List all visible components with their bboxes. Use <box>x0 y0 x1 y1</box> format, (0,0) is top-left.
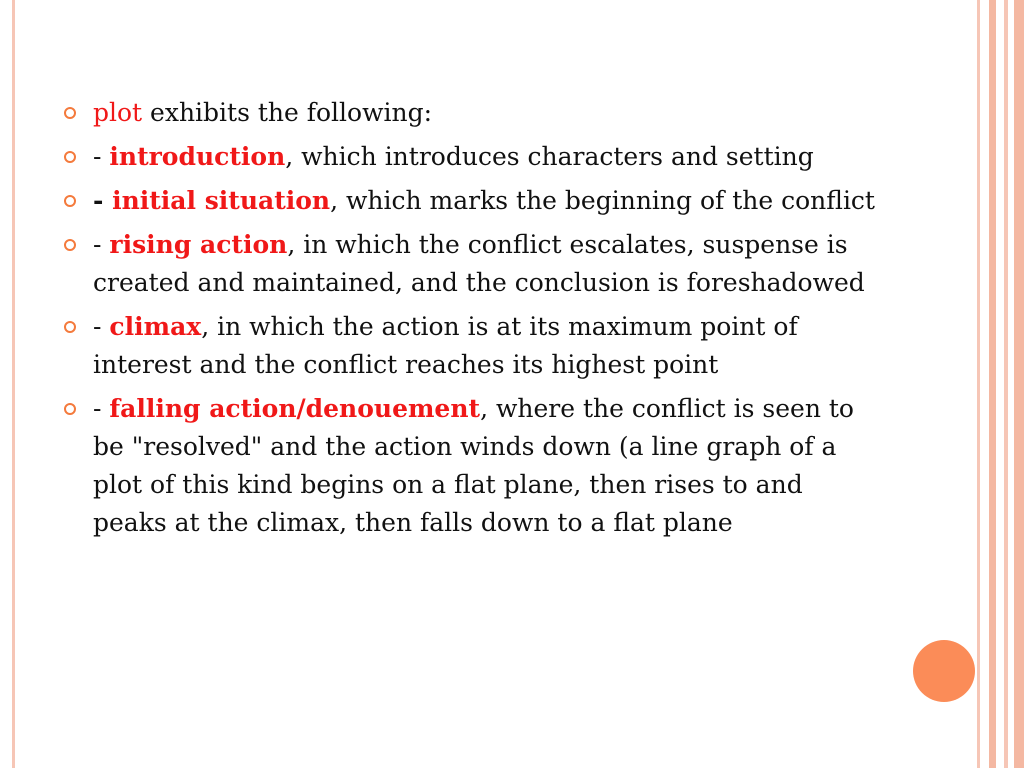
bullet-prefix: - <box>93 142 110 171</box>
bullet-ring-icon <box>64 151 76 163</box>
bullet-ring-icon <box>64 403 76 415</box>
bullet-text: , which introduces characters and setting <box>285 142 814 171</box>
bullet-item-falling-action <box>64 390 884 542</box>
right-stripe <box>989 0 996 768</box>
bullet-ring-icon <box>64 321 76 333</box>
bullet-ring-icon <box>64 107 76 119</box>
bullet-term: rising action <box>109 230 288 259</box>
right-stripe <box>1004 0 1008 768</box>
bullet-prefix: - <box>93 394 110 423</box>
bullet-list <box>64 94 884 548</box>
bullet-text: , in which the action is at its maximum point of interest and the conflict reaches its highest point <box>93 312 798 379</box>
decorative-circle <box>913 640 975 702</box>
bullet-term: plot <box>93 98 143 127</box>
bullet-text: , which marks the beginning of the conflict <box>330 186 875 215</box>
bullet-ring-icon <box>64 239 76 251</box>
bullet-item-rising-action <box>64 226 884 302</box>
bullet-item-plot <box>64 94 884 132</box>
bullet-term: falling action/denouement <box>109 394 481 423</box>
bullet-item-introduction <box>64 138 884 176</box>
right-stripe <box>977 0 980 768</box>
bullet-prefix: - <box>93 186 113 215</box>
bullet-ring-icon <box>64 195 76 207</box>
bullet-text: exhibits the following: <box>142 98 433 127</box>
bullet-term: introduction <box>109 142 286 171</box>
left-frame-line <box>12 0 15 768</box>
bullet-prefix: - <box>93 312 110 341</box>
bullet-term: initial situation <box>112 186 331 215</box>
bullet-item-climax <box>64 308 884 384</box>
bullet-text: , in which the conflict escalates, suspense is created and maintained, and the conclusion is foreshadowed <box>93 230 865 297</box>
bullet-text: , where the conflict is seen to be "resolved" and the action winds down (a line graph of a plot of this kind begins on a flat plane, then rises to and peaks at the climax, then falls down to a flat plane <box>93 394 854 537</box>
bullet-item-initial-situation <box>64 182 884 220</box>
bullet-term: climax <box>109 312 202 341</box>
bullet-prefix: - <box>93 230 110 259</box>
right-stripe <box>1014 0 1024 768</box>
